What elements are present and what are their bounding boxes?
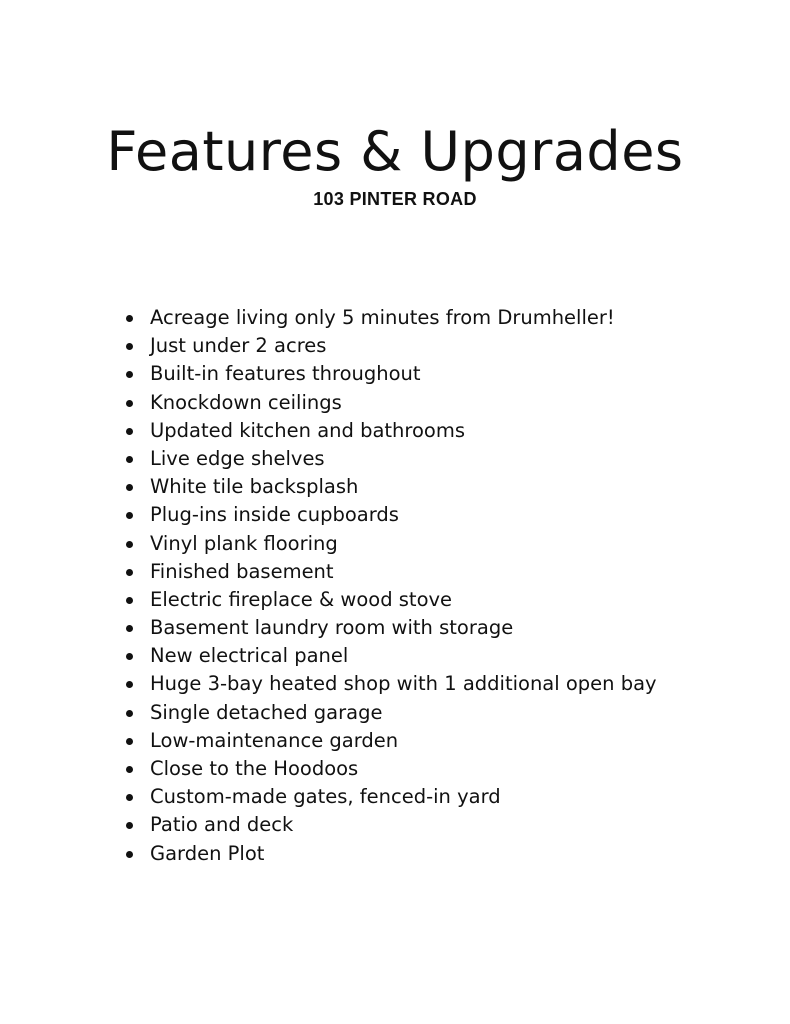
feature-text: Plug-ins inside cupboards [150,503,399,527]
feature-text: Updated kitchen and bathrooms [150,418,466,442]
bullet-icon [126,738,133,745]
bullet-icon [126,625,133,632]
feature-text: New electrical panel [150,644,349,668]
bullet-icon [126,541,133,548]
feature-text: Custom-made gates, fenced-in yard [150,785,501,809]
feature-item [122,501,657,529]
feature-text: Single detached garage [150,700,383,724]
bullet-icon [126,794,133,801]
feature-text: Electric fireplace & wood stove [150,587,453,611]
feature-item [122,727,657,755]
feature-text: Live edge shelves [150,446,325,470]
feature-item [122,417,657,445]
bullet-icon [126,428,133,435]
feature-text: White tile backsplash [150,475,359,499]
feature-item [122,811,657,839]
bullet-icon [126,681,133,688]
feature-item [122,558,657,586]
feature-item [122,445,657,473]
bullet-icon [126,456,133,463]
bullet-icon [126,343,133,350]
bullet-icon [126,597,133,604]
feature-text: Close to the Hoodoos [150,757,359,780]
feature-item [122,755,657,783]
feature-text: Acreage living only 5 minutes from Drumheller! [150,306,615,329]
property-address: 103 PINTER ROAD [313,189,477,209]
feature-item [122,614,657,642]
feature-text: Vinyl plank flooring [150,531,338,555]
feature-text: Just under 2 acres [150,334,327,358]
feature-item [122,642,657,670]
feature-item [122,473,657,501]
feature-text: Basement laundry room with storage [150,616,514,640]
feature-item [122,840,657,868]
feature-item [122,699,657,727]
feature-text: Low-maintenance garden [150,728,399,752]
bullet-icon [126,512,133,519]
feature-text: Finished basement [150,559,334,583]
bullet-icon [126,653,133,660]
feature-text: Knockdown ceilings [150,390,342,414]
feature-item [122,586,657,614]
feature-text: Patio and deck [150,813,294,837]
feature-item [122,783,657,811]
feature-item [122,389,657,417]
bullet-icon [126,569,133,576]
bullet-icon [126,851,133,858]
feature-item [122,360,657,388]
feature-text: Huge 3-bay heated shop with 1 additional open bay [150,672,657,696]
feature-text: Built-in features throughout [150,362,421,386]
bullet-icon [126,484,133,491]
feature-item [122,332,657,360]
bullet-icon [126,822,133,829]
feature-item [122,670,657,698]
bullet-icon [126,710,133,717]
feature-item [122,530,657,558]
bullet-icon [126,315,133,322]
features-list [122,304,657,868]
feature-item [122,304,657,332]
feature-text: Garden Plot [150,841,265,865]
bullet-icon [126,766,133,773]
bullet-icon [126,371,133,378]
page-title: Features & Upgrades [106,120,684,184]
bullet-icon [126,400,133,407]
